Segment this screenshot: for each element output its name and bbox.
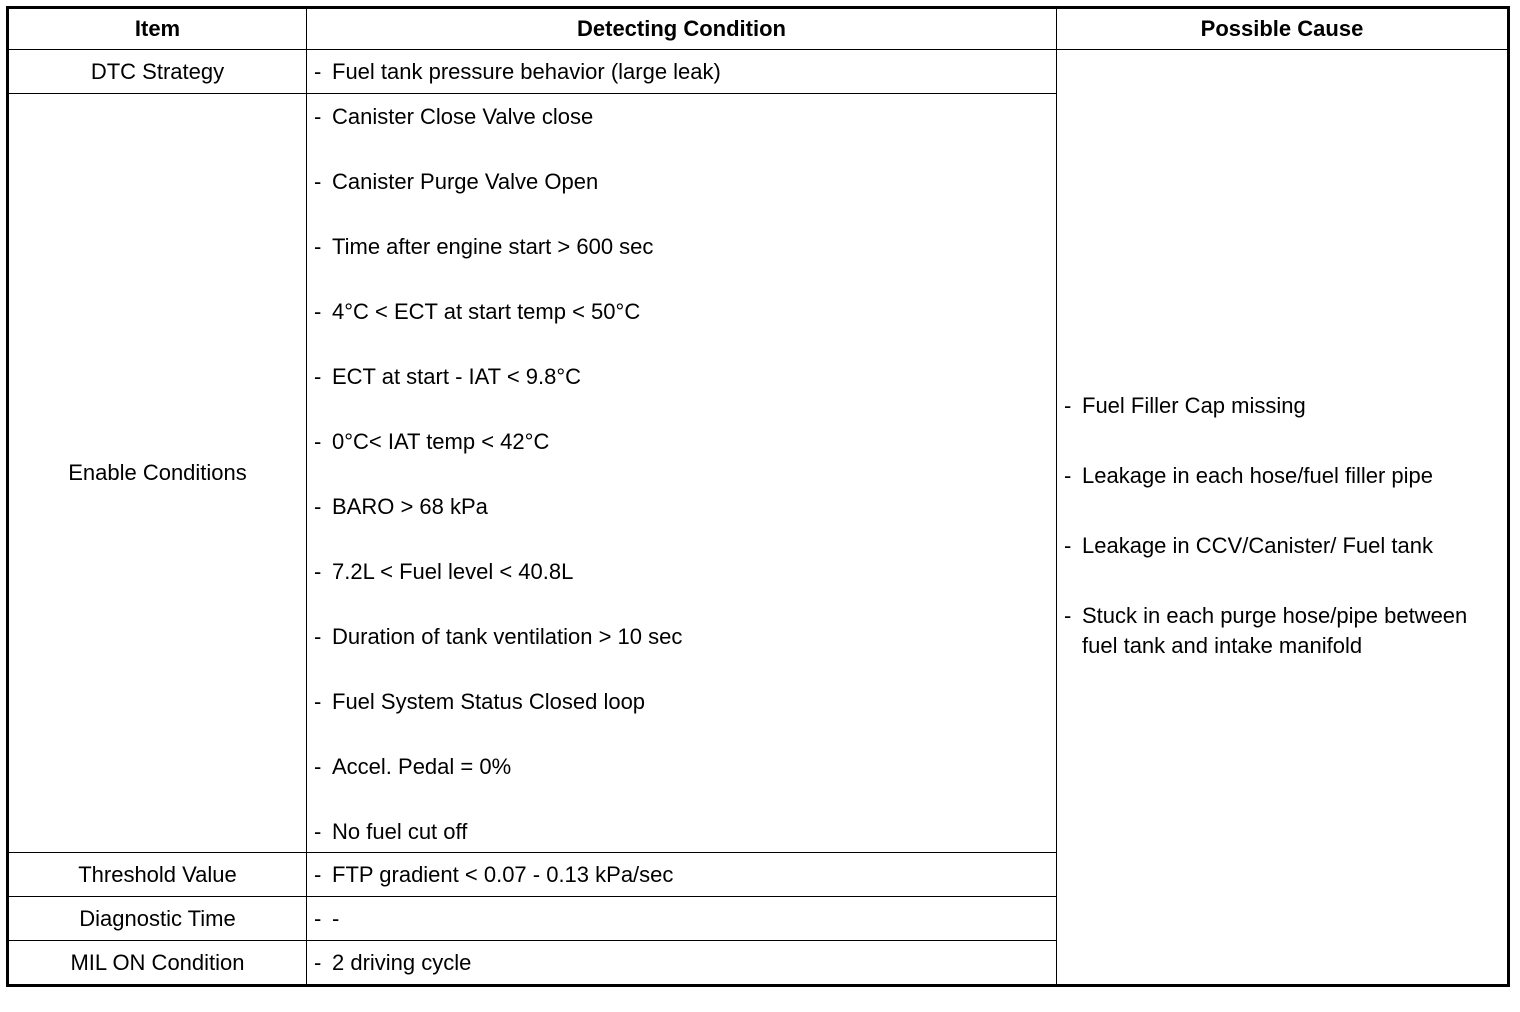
condition-line: - Fuel System Status Closed loop	[314, 689, 646, 714]
condition-line: - No fuel cut off	[314, 819, 468, 844]
header-possible-cause: Possible Cause	[1057, 8, 1509, 50]
condition-threshold-value: - FTP gradient < 0.07 - 0.13 kPa/sec	[307, 853, 1057, 897]
header-item: Item	[8, 8, 307, 50]
cause-item: - Fuel Filler Cap missing	[1064, 393, 1306, 418]
condition-dtc-strategy: - Fuel tank pressure behavior (large leak)	[307, 50, 1057, 94]
cause-item: - Leakage in CCV/Canister/ Fuel tank	[1064, 533, 1433, 558]
condition-line: - Time after engine start > 600 sec	[314, 234, 654, 259]
cause-item: - Stuck in each purge hose/pipe between fuel tank and intake manifold	[1064, 603, 1468, 658]
condition-line: - Duration of tank ventilation > 10 sec	[314, 624, 683, 649]
condition-line: - Canister Purge Valve Open	[314, 169, 599, 194]
condition-line: - ECT at start - IAT < 9.8°C	[314, 364, 582, 389]
header-row	[8, 8, 1509, 50]
condition-text: Fuel tank pressure behavior (large leak)	[332, 58, 721, 84]
possible-cause-cell	[1057, 50, 1509, 986]
item-enable-conditions: Enable Conditions	[8, 94, 307, 853]
condition-line: - BARO > 68 kPa	[314, 494, 488, 519]
item-threshold-value: Threshold Value	[8, 853, 307, 897]
dtc-table	[6, 6, 1510, 987]
condition-enable-conditions	[307, 94, 1057, 853]
cause-item: - Leakage in each hose/fuel filler pipe	[1064, 463, 1434, 488]
item-dtc-strategy: DTC Strategy	[8, 50, 307, 94]
condition-mil-on-condition: - 2 driving cycle	[307, 941, 1057, 986]
condition-line: - Accel. Pedal = 0%	[314, 754, 512, 779]
header-detecting-condition: Detecting Condition	[307, 8, 1057, 50]
condition-line: - 4°C < ECT at start temp < 50°C	[314, 299, 641, 324]
item-mil-on-condition: MIL ON Condition	[8, 941, 307, 986]
condition-line: - Canister Close Valve close	[314, 104, 594, 129]
condition-diagnostic-time: - -	[307, 897, 1057, 941]
item-diagnostic-time: Diagnostic Time	[8, 897, 307, 941]
condition-line: - 0°C< IAT temp < 42°C	[314, 429, 550, 454]
condition-line: - 7.2L < Fuel level < 40.8L	[314, 559, 574, 584]
row-dtc-strategy	[8, 50, 1509, 94]
